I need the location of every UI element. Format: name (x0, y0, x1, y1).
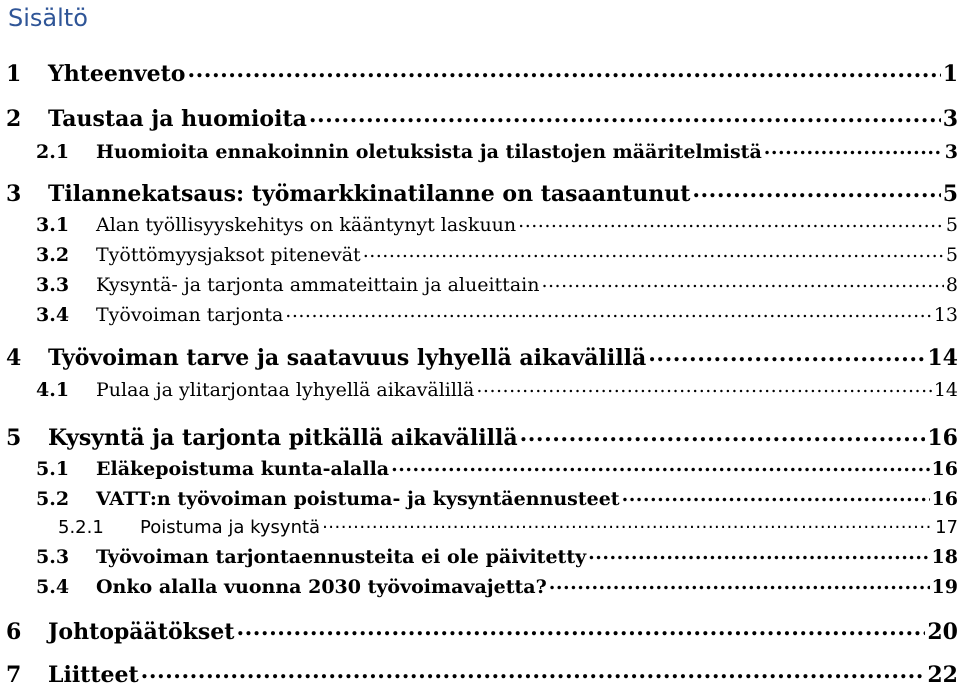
toc-leader-dots (520, 423, 926, 445)
toc-entry-page: 19 (931, 576, 958, 598)
toc-entry-number: 3 (6, 181, 22, 207)
toc-leader-dots (285, 302, 932, 321)
toc-entry-label: Huomioita ennakoinnin oletuksista ja tilastojen määritelmistä (96, 141, 762, 163)
toc-entry-page: 16 (927, 425, 958, 451)
toc-leader-dots (648, 343, 925, 365)
toc-entry-number: 3.4 (36, 304, 70, 326)
toc-entry-label: Poistuma ja kysyntä (140, 517, 321, 538)
toc-entry-page: 16 (931, 458, 958, 480)
toc-entry-number: 6 (6, 619, 22, 645)
toc-leader-dots (622, 486, 930, 505)
toc-entry-page: 22 (927, 662, 958, 688)
toc-entry-label: Työttömyysjaksot pitenevät (96, 244, 361, 266)
toc-entry-4[interactable] (0, 343, 958, 373)
toc-leader-dots (141, 660, 926, 682)
toc-entry-page: 3 (944, 141, 958, 163)
toc-entry-page: 3 (942, 106, 958, 132)
toc-entry-label: Taustaa ja huomioita (48, 106, 307, 132)
toc-entry-page: 8 (945, 274, 958, 296)
toc-entry-label: Tilannekatsaus: työmarkkinatilanne on tasaantunut (48, 181, 691, 207)
toc-leader-dots (549, 574, 930, 593)
toc-entry-page: 1 (942, 61, 958, 87)
toc-heading: Sisältö (8, 4, 88, 32)
toc-entry-page: 16 (931, 488, 958, 510)
toc-entry-number: 4 (6, 345, 22, 371)
toc-entry-number: 1 (6, 61, 22, 87)
toc-entry-label: Liitteet (48, 662, 139, 688)
toc-entry-number: 5 (6, 425, 22, 451)
toc-entry-5-3[interactable] (0, 544, 958, 570)
toc-entry-1[interactable] (0, 59, 958, 89)
toc-entry-5-1[interactable] (0, 456, 958, 482)
toc-leader-dots (541, 272, 943, 291)
toc-leader-dots (363, 242, 944, 261)
toc-entry-label: Onko alalla vuonna 2030 työvoimavajetta? (96, 576, 547, 598)
toc-leader-dots (476, 377, 931, 396)
toc-entry-page: 20 (927, 619, 958, 645)
toc-entry-3[interactable] (0, 179, 958, 209)
toc-entry-3-4[interactable] (0, 302, 958, 328)
toc-entry-5[interactable] (0, 423, 958, 453)
toc-entry-label: VATT:n työvoiman poistuma- ja kysyntäennusteet (96, 488, 620, 510)
toc-entry-page: 14 (933, 379, 958, 401)
toc-entry-label: Kysyntä ja tarjonta pitkällä aikavälillä (48, 425, 518, 451)
toc-entry-6[interactable] (0, 617, 958, 647)
toc-entry-page: 5 (945, 244, 958, 266)
toc-entry-number: 2 (6, 106, 22, 132)
toc-entry-page: 18 (931, 546, 958, 568)
toc-entry-number: 5.4 (36, 576, 70, 598)
toc-entry-label: Kysyntä- ja tarjonta ammateittain ja alueittain (96, 274, 540, 296)
toc-entry-2[interactable] (0, 104, 958, 134)
toc-entry-number: 5.3 (36, 546, 70, 568)
toc-leader-dots (692, 179, 940, 201)
toc-entry-number: 5.2.1 (58, 517, 104, 538)
toc-entry-page: 14 (927, 345, 958, 371)
toc-entry-number: 2.1 (36, 141, 70, 163)
toc-entry-2-1[interactable] (0, 139, 958, 165)
toc-entry-page: 17 (935, 517, 958, 538)
toc-entry-label: Eläkepoistuma kunta-alalla (96, 458, 390, 480)
toc-entry-number: 3.3 (36, 274, 70, 296)
toc-entry-number: 3.1 (36, 214, 70, 236)
toc-entry-label: Alan työllisyyskehitys on kääntynyt laskuun (96, 214, 517, 236)
toc-entry-page: 13 (933, 304, 958, 326)
toc-leader-dots (764, 139, 943, 158)
toc-leader-dots (236, 617, 925, 639)
toc-leader-dots (518, 212, 944, 231)
toc-entry-number: 4.1 (36, 379, 70, 401)
toc-entry-3-1[interactable] (0, 212, 958, 238)
toc-entry-label: Yhteenveto (48, 61, 186, 87)
toc-entry-5-2[interactable] (0, 486, 958, 512)
toc-entry-number: 7 (6, 662, 22, 688)
toc-entry-label: Työvoiman tarjonta (96, 304, 284, 326)
toc-entry-4-1[interactable] (0, 377, 958, 403)
toc-leader-dots (322, 515, 933, 533)
toc-entry-label: Pulaa ja ylitarjontaa lyhyellä aikavälillä (96, 379, 475, 401)
toc-leader-dots (309, 104, 941, 126)
toc-leader-dots (187, 59, 940, 81)
toc-entry-number: 3.2 (36, 244, 70, 266)
toc-entry-3-3[interactable] (0, 272, 958, 298)
toc-leader-dots (588, 544, 929, 563)
toc-entry-5-2-1[interactable] (0, 515, 958, 541)
toc-entry-7[interactable] (0, 660, 958, 690)
toc-entry-label: Työvoiman tarjontaennusteita ei ole päivitetty (96, 546, 587, 568)
toc-entry-number: 5.1 (36, 458, 70, 480)
toc-entry-3-2[interactable] (0, 242, 958, 268)
toc-entry-5-4[interactable] (0, 574, 958, 600)
toc-leader-dots (391, 456, 929, 475)
toc-entry-label: Työvoiman tarve ja saatavuus lyhyellä aikavälillä (48, 345, 647, 371)
toc-entry-page: 5 (942, 181, 958, 207)
toc-entry-page: 5 (945, 214, 958, 236)
toc-entry-number: 5.2 (36, 488, 70, 510)
toc-entry-label: Johtopäätökset (48, 619, 235, 645)
